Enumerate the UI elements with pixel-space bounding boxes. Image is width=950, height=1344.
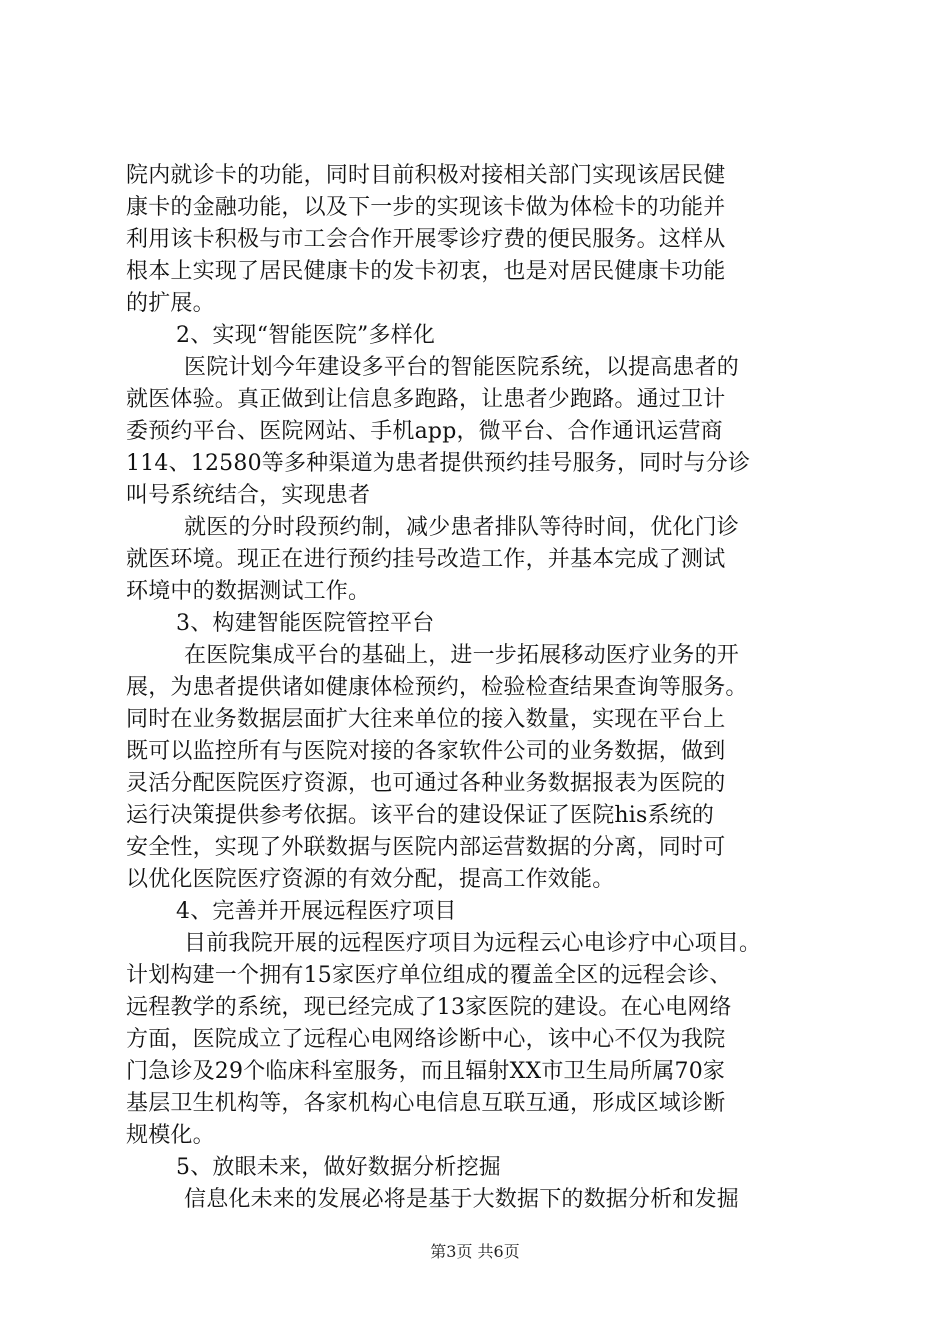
text-line: 委预约平台、医院网站、手机app，微平台、合作通讯运营商 — [126, 419, 723, 444]
text-line: 既可以监控所有与医院对接的各家软件公司的业务数据，做到 — [126, 739, 726, 764]
text-line: 同时在业务数据层面扩大往来单位的接入数量，实现在平台上 — [126, 707, 726, 732]
text-line: 环境中的数据测试工作。 — [126, 579, 371, 604]
text-line: 远程教学的系统，现已经完成了13家医院的建设。在心电网络 — [126, 995, 732, 1020]
text-line: 院内就诊卡的功能，同时目前积极对接相关部门实现该居民健 — [126, 163, 726, 188]
text-line: 就医环境。现正在进行预约挂号改造工作，并基本完成了测试 — [126, 547, 726, 572]
text-line: 计划构建一个拥有15家医疗单位组成的覆盖全区的远程会诊、 — [126, 963, 732, 988]
section-heading: 5、放眼未来，做好数据分析挖掘 — [176, 1155, 501, 1180]
text-line: 基层卫生机构等，各家机构心电信息互联互通，形成区域诊断 — [126, 1091, 726, 1116]
text-line: 在医院集成平台的基础上，进一步拓展移动医疗业务的开 — [184, 643, 740, 668]
section-heading: 2、实现“智能医院”多样化 — [176, 323, 436, 348]
text-line: 就医体验。真正做到让信息多跑路，让患者少跑路。通过卫计 — [126, 387, 726, 412]
text-line: 目前我院开展的远程医疗项目为远程云心电诊疗中心项目。 — [184, 931, 762, 956]
text-line: 114、12580等多种渠道为患者提供预约挂号服务，同时与分诊 — [126, 451, 751, 476]
text-line: 叫号系统结合，实现患者 — [126, 483, 371, 508]
section-heading: 3、构建智能医院管控平台 — [176, 611, 435, 636]
text-line: 医院计划今年建设多平台的智能医院系统，以提高患者的 — [184, 355, 740, 380]
text-line: 安全性，实现了外联数据与医院内部运营数据的分离，同时可 — [126, 835, 726, 860]
text-line: 利用该卡积极与市工会合作开展零诊疗费的便民服务。这样从 — [126, 227, 726, 252]
text-line: 门急诊及29个临床科室服务，而且辐射XX市卫生局所属70家 — [126, 1059, 726, 1084]
text-line: 康卡的金融功能，以及下一步的实现该卡做为体检卡的功能并 — [126, 195, 726, 220]
text-line: 规模化。 — [126, 1123, 215, 1148]
text-line: 以优化医院医疗资源的有效分配，提高工作效能。 — [126, 867, 615, 892]
text-line: 就医的分时段预约制，减少患者排队等待时间，优化门诊 — [184, 515, 740, 540]
text-line: 根本上实现了居民健康卡的发卡初衷，也是对居民健康卡功能 — [126, 259, 726, 284]
section-heading: 4、完善并开展远程医疗项目 — [176, 899, 457, 924]
text-line: 灵活分配医院医疗资源，也可通过各种业务数据报表为医院的 — [126, 771, 726, 796]
text-line: 展，为患者提供诸如健康体检预约，检验检查结果查询等服务。 — [126, 675, 748, 700]
text-line: 运行决策提供参考依据。该平台的建设保证了医院his系统的 — [126, 803, 715, 828]
text-line: 信息化未来的发展必将是基于大数据下的数据分析和发掘 — [184, 1187, 740, 1212]
document-body — [126, 160, 846, 1216]
text-line: 方面，医院成立了远程心电网络诊断中心，该中心不仅为我院 — [126, 1027, 726, 1052]
text-line: 的扩展。 — [126, 291, 215, 316]
page-number: 第3页 共6页 — [430, 1242, 520, 1261]
